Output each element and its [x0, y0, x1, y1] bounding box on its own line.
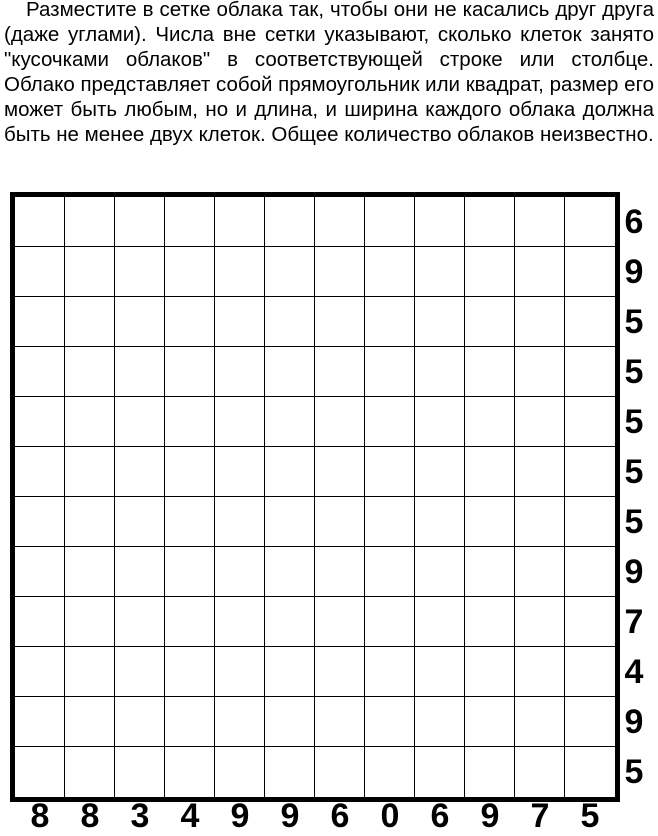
grid-cell-r6-c8[interactable]	[365, 447, 415, 497]
column-clue-8: 0	[380, 797, 400, 835]
grid-cell-r7-c2[interactable]	[65, 497, 115, 547]
grid-cell-r1-c12[interactable]	[565, 197, 615, 247]
grid-cell-r2-c3[interactable]	[115, 247, 165, 297]
grid-cell-r12-c8[interactable]	[365, 747, 415, 797]
grid-cell-r12-c3[interactable]	[115, 747, 165, 797]
grid-cell-r6-c4[interactable]	[165, 447, 215, 497]
grid-cell-r4-c1[interactable]	[15, 347, 65, 397]
grid-cell-r9-c3[interactable]	[115, 597, 165, 647]
column-clue-3: 3	[130, 797, 150, 835]
grid-cell-r2-c9[interactable]	[415, 247, 465, 297]
grid-cell-r1-c3[interactable]	[115, 197, 165, 247]
grid-cell-r8-c3[interactable]	[115, 547, 165, 597]
grid-cell-r7-c12[interactable]	[565, 497, 615, 547]
grid-cell-r11-c5[interactable]	[215, 697, 265, 747]
grid-cell-r4-c6[interactable]	[265, 347, 315, 397]
grid-cell-r5-c3[interactable]	[115, 397, 165, 447]
grid-cell-r1-c1[interactable]	[15, 197, 65, 247]
grid-cell-r5-c4[interactable]	[165, 397, 215, 447]
grid-cell-r4-c12[interactable]	[565, 347, 615, 397]
grid-cell-r11-c9[interactable]	[415, 697, 465, 747]
grid-cell-r3-c9[interactable]	[415, 297, 465, 347]
grid-cell-r2-c2[interactable]	[65, 247, 115, 297]
grid-cell-r6-c2[interactable]	[65, 447, 115, 497]
row-clue-12: 5	[624, 753, 644, 791]
grid-cell-r10-c1[interactable]	[15, 647, 65, 697]
grid-cell-r10-c8[interactable]	[365, 647, 415, 697]
row-clue-2: 9	[624, 253, 644, 291]
grid-cell-r6-c11[interactable]	[515, 447, 565, 497]
grid-cell-r2-c12[interactable]	[565, 247, 615, 297]
grid-cell-r1-c5[interactable]	[215, 197, 265, 247]
grid-cell-r1-c4[interactable]	[165, 197, 215, 247]
column-clue-7: 6	[330, 797, 350, 835]
column-clue-10: 9	[480, 797, 500, 835]
column-clue-11: 7	[530, 797, 550, 835]
grid-cell-r7-c8[interactable]	[365, 497, 415, 547]
grid-cell-r9-c10[interactable]	[465, 597, 515, 647]
grid-cell-r12-c4[interactable]	[165, 747, 215, 797]
grid-cell-r10-c10[interactable]	[465, 647, 515, 697]
grid-cell-r5-c12[interactable]	[565, 397, 615, 447]
grid-cell-r8-c4[interactable]	[165, 547, 215, 597]
grid-cell-r2-c7[interactable]	[315, 247, 365, 297]
grid-cell-r2-c8[interactable]	[365, 247, 415, 297]
grid-cell-r11-c2[interactable]	[65, 697, 115, 747]
grid-cell-r9-c11[interactable]	[515, 597, 565, 647]
grid-cell-r9-c5[interactable]	[215, 597, 265, 647]
grid-cell-r11-c1[interactable]	[15, 697, 65, 747]
row-clue-9: 7	[624, 603, 644, 641]
grid-cell-r3-c1[interactable]	[15, 297, 65, 347]
grid-cell-r12-c6[interactable]	[265, 747, 315, 797]
grid-cell-r9-c4[interactable]	[165, 597, 215, 647]
grid-cell-r5-c1[interactable]	[15, 397, 65, 447]
grid-cell-r4-c5[interactable]	[215, 347, 265, 397]
grid-cell-r11-c4[interactable]	[165, 697, 215, 747]
row-clue-6: 5	[624, 453, 644, 491]
grid-cell-r1-c10[interactable]	[465, 197, 515, 247]
column-clue-12: 5	[580, 797, 600, 835]
grid-cell-r6-c12[interactable]	[565, 447, 615, 497]
grid-cell-r10-c9[interactable]	[415, 647, 465, 697]
row-clue-7: 5	[624, 503, 644, 541]
grid-cell-r2-c4[interactable]	[165, 247, 215, 297]
row-clue-10: 4	[624, 653, 644, 691]
grid-cell-r7-c10[interactable]	[465, 497, 515, 547]
grid-cell-r4-c2[interactable]	[65, 347, 115, 397]
row-clue-3: 5	[624, 303, 644, 341]
row-clue-4: 5	[624, 353, 644, 391]
grid-cell-r8-c8[interactable]	[365, 547, 415, 597]
grid-cell-r6-c6[interactable]	[265, 447, 315, 497]
grid-cell-r4-c10[interactable]	[465, 347, 515, 397]
instructions-text: Разместите в сетке облака так, чтобы они не касались друг друга (даже углами). Числа вне сетки указывают, сколько клеток занято "кусочками облаков" в соответствующей строке или столбце. Облако представляет собой прямоугольник или квадрат, размер его может быть любым, но и длина, и ширина каждого облака должна быть не менее двух клеток. Общее количество облаков неизвестно.	[4, 0, 654, 146]
grid-cell-r3-c12[interactable]	[565, 297, 615, 347]
grid-cell-r7-c1[interactable]	[15, 497, 65, 547]
grid-cell-r10-c3[interactable]	[115, 647, 165, 697]
column-clue-9: 6	[430, 797, 450, 835]
grid-cell-r12-c9[interactable]	[415, 747, 465, 797]
grid-cell-r12-c10[interactable]	[465, 747, 515, 797]
grid-cell-r8-c2[interactable]	[65, 547, 115, 597]
grid-cell-r10-c12[interactable]	[565, 647, 615, 697]
grid-cell-r8-c7[interactable]	[315, 547, 365, 597]
grid-cell-r5-c2[interactable]	[65, 397, 115, 447]
column-clue-4: 4	[180, 797, 200, 835]
grid-cell-r7-c5[interactable]	[215, 497, 265, 547]
grid-cell-r4-c7[interactable]	[315, 347, 365, 397]
grid-cell-r3-c8[interactable]	[365, 297, 415, 347]
grid-cell-r11-c6[interactable]	[265, 697, 315, 747]
grid-cell-r2-c5[interactable]	[215, 247, 265, 297]
grid-cell-r9-c2[interactable]	[65, 597, 115, 647]
grid-cell-r1-c2[interactable]	[65, 197, 115, 247]
grid-cell-r2-c11[interactable]	[515, 247, 565, 297]
grid-cell-r3-c3[interactable]	[115, 297, 165, 347]
grid-cell-r10-c7[interactable]	[315, 647, 365, 697]
grid-cell-r9-c9[interactable]	[415, 597, 465, 647]
grid-cell-r4-c9[interactable]	[415, 347, 465, 397]
grid-cell-r7-c6[interactable]	[265, 497, 315, 547]
grid-cell-r1-c9[interactable]	[415, 197, 465, 247]
grid-cell-r2-c6[interactable]	[265, 247, 315, 297]
grid-cell-r3-c11[interactable]	[515, 297, 565, 347]
grid-cell-r4-c11[interactable]	[515, 347, 565, 397]
grid-cell-r12-c7[interactable]	[315, 747, 365, 797]
column-clue-1: 8	[30, 797, 50, 835]
grid-cell-r3-c10[interactable]	[465, 297, 515, 347]
grid-cell-r11-c3[interactable]	[115, 697, 165, 747]
grid-cell-r6-c10[interactable]	[465, 447, 515, 497]
grid-cell-r4-c3[interactable]	[115, 347, 165, 397]
grid-cell-r7-c9[interactable]	[415, 497, 465, 547]
grid-cell-r11-c10[interactable]	[465, 697, 515, 747]
grid-cell-r12-c1[interactable]	[15, 747, 65, 797]
grid-cell-r10-c5[interactable]	[215, 647, 265, 697]
grid-cell-r10-c11[interactable]	[515, 647, 565, 697]
grid-cell-r4-c8[interactable]	[365, 347, 415, 397]
grid-cell-r6-c9[interactable]	[415, 447, 465, 497]
grid-cell-r6-c3[interactable]	[115, 447, 165, 497]
grid-cell-r8-c10[interactable]	[465, 547, 515, 597]
grid-cell-r3-c2[interactable]	[65, 297, 115, 347]
grid-cell-r1-c6[interactable]	[265, 197, 315, 247]
column-clue-5: 9	[230, 797, 250, 835]
grid-cell-r3-c4[interactable]	[165, 297, 215, 347]
grid-cell-r12-c2[interactable]	[65, 747, 115, 797]
grid-cell-r1-c7[interactable]	[315, 197, 365, 247]
grid-cell-r8-c11[interactable]	[515, 547, 565, 597]
grid-cell-r10-c4[interactable]	[165, 647, 215, 697]
grid-cell-r11-c12[interactable]	[565, 697, 615, 747]
grid-cell-r2-c10[interactable]	[465, 247, 515, 297]
grid-cell-r7-c11[interactable]	[515, 497, 565, 547]
grid-cell-r9-c7[interactable]	[315, 597, 365, 647]
grid-cell-r11-c7[interactable]	[315, 697, 365, 747]
grid-cell-r5-c8[interactable]	[365, 397, 415, 447]
grid-cell-r12-c5[interactable]	[215, 747, 265, 797]
grid-cell-r2-c1[interactable]	[15, 247, 65, 297]
grid-cell-r12-c12[interactable]	[565, 747, 615, 797]
grid-cell-r5-c11[interactable]	[515, 397, 565, 447]
grid-cell-r7-c3[interactable]	[115, 497, 165, 547]
grid-cell-r6-c1[interactable]	[15, 447, 65, 497]
grid-cell-r8-c12[interactable]	[565, 547, 615, 597]
grid-cell-r1-c11[interactable]	[515, 197, 565, 247]
column-clue-6: 9	[280, 797, 300, 835]
grid-cell-r3-c6[interactable]	[265, 297, 315, 347]
grid-cell-r5-c5[interactable]	[215, 397, 265, 447]
grid-cell-r9-c1[interactable]	[15, 597, 65, 647]
grid-cell-r11-c8[interactable]	[365, 697, 415, 747]
grid-cell-r5-c6[interactable]	[265, 397, 315, 447]
grid-cell-r8-c1[interactable]	[15, 547, 65, 597]
grid-cell-r6-c5[interactable]	[215, 447, 265, 497]
grid-cell-r9-c6[interactable]	[265, 597, 315, 647]
grid-cell-r11-c11[interactable]	[515, 697, 565, 747]
grid-cell-r5-c10[interactable]	[465, 397, 515, 447]
grid-cell-r8-c6[interactable]	[265, 547, 315, 597]
grid-cell-r7-c7[interactable]	[315, 497, 365, 547]
puzzle-grid	[10, 192, 620, 802]
grid-cell-r10-c2[interactable]	[65, 647, 115, 697]
grid-cell-r4-c4[interactable]	[165, 347, 215, 397]
grid-cell-r3-c7[interactable]	[315, 297, 365, 347]
grid-cell-r10-c6[interactable]	[265, 647, 315, 697]
grid-cell-r5-c7[interactable]	[315, 397, 365, 447]
grid-cell-r7-c4[interactable]	[165, 497, 215, 547]
grid-cell-r8-c5[interactable]	[215, 547, 265, 597]
grid-cell-r6-c7[interactable]	[315, 447, 365, 497]
row-clue-5: 5	[624, 403, 644, 441]
row-clue-8: 9	[624, 553, 644, 591]
grid-cell-r3-c5[interactable]	[215, 297, 265, 347]
row-clue-1: 6	[624, 203, 644, 241]
grid-cell-r9-c8[interactable]	[365, 597, 415, 647]
row-clue-11: 9	[624, 703, 644, 741]
grid-cell-r1-c8[interactable]	[365, 197, 415, 247]
grid-cell-r9-c12[interactable]	[565, 597, 615, 647]
grid-cell-r8-c9[interactable]	[415, 547, 465, 597]
grid-cell-r5-c9[interactable]	[415, 397, 465, 447]
column-clue-2: 8	[80, 797, 100, 835]
grid-cell-r12-c11[interactable]	[515, 747, 565, 797]
